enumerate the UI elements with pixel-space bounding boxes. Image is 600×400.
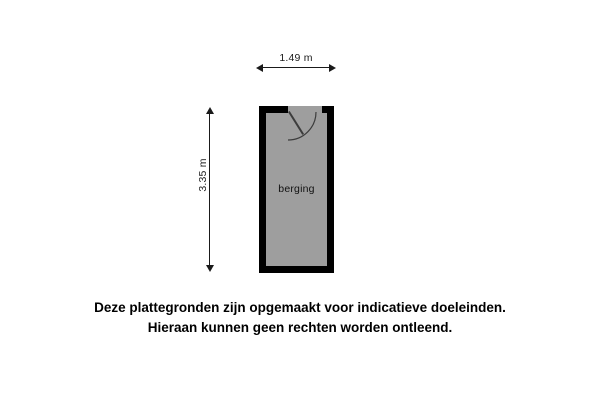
- disclaimer-line-1: Deze plattegronden zijn opgemaakt voor indicatieve doeleinden.: [94, 300, 506, 315]
- height-dimension: [196, 107, 224, 272]
- arrow-down-icon: [206, 265, 214, 272]
- disclaimer-line-2: Hieraan kunnen geen rechten worden ontleend.: [147, 320, 453, 335]
- arrow-up-icon: [206, 107, 214, 114]
- width-dimension-line: [258, 67, 334, 68]
- width-dimension: [256, 52, 336, 78]
- arrow-left-icon: [256, 64, 263, 72]
- arrow-right-icon: [329, 64, 336, 72]
- width-dimension-label: 1.49 m: [279, 52, 313, 64]
- height-dimension-label: 3.35 m: [197, 158, 209, 192]
- room-label-berging: berging: [278, 183, 315, 195]
- disclaimer: [0, 298, 600, 338]
- height-dimension-line: [209, 109, 210, 270]
